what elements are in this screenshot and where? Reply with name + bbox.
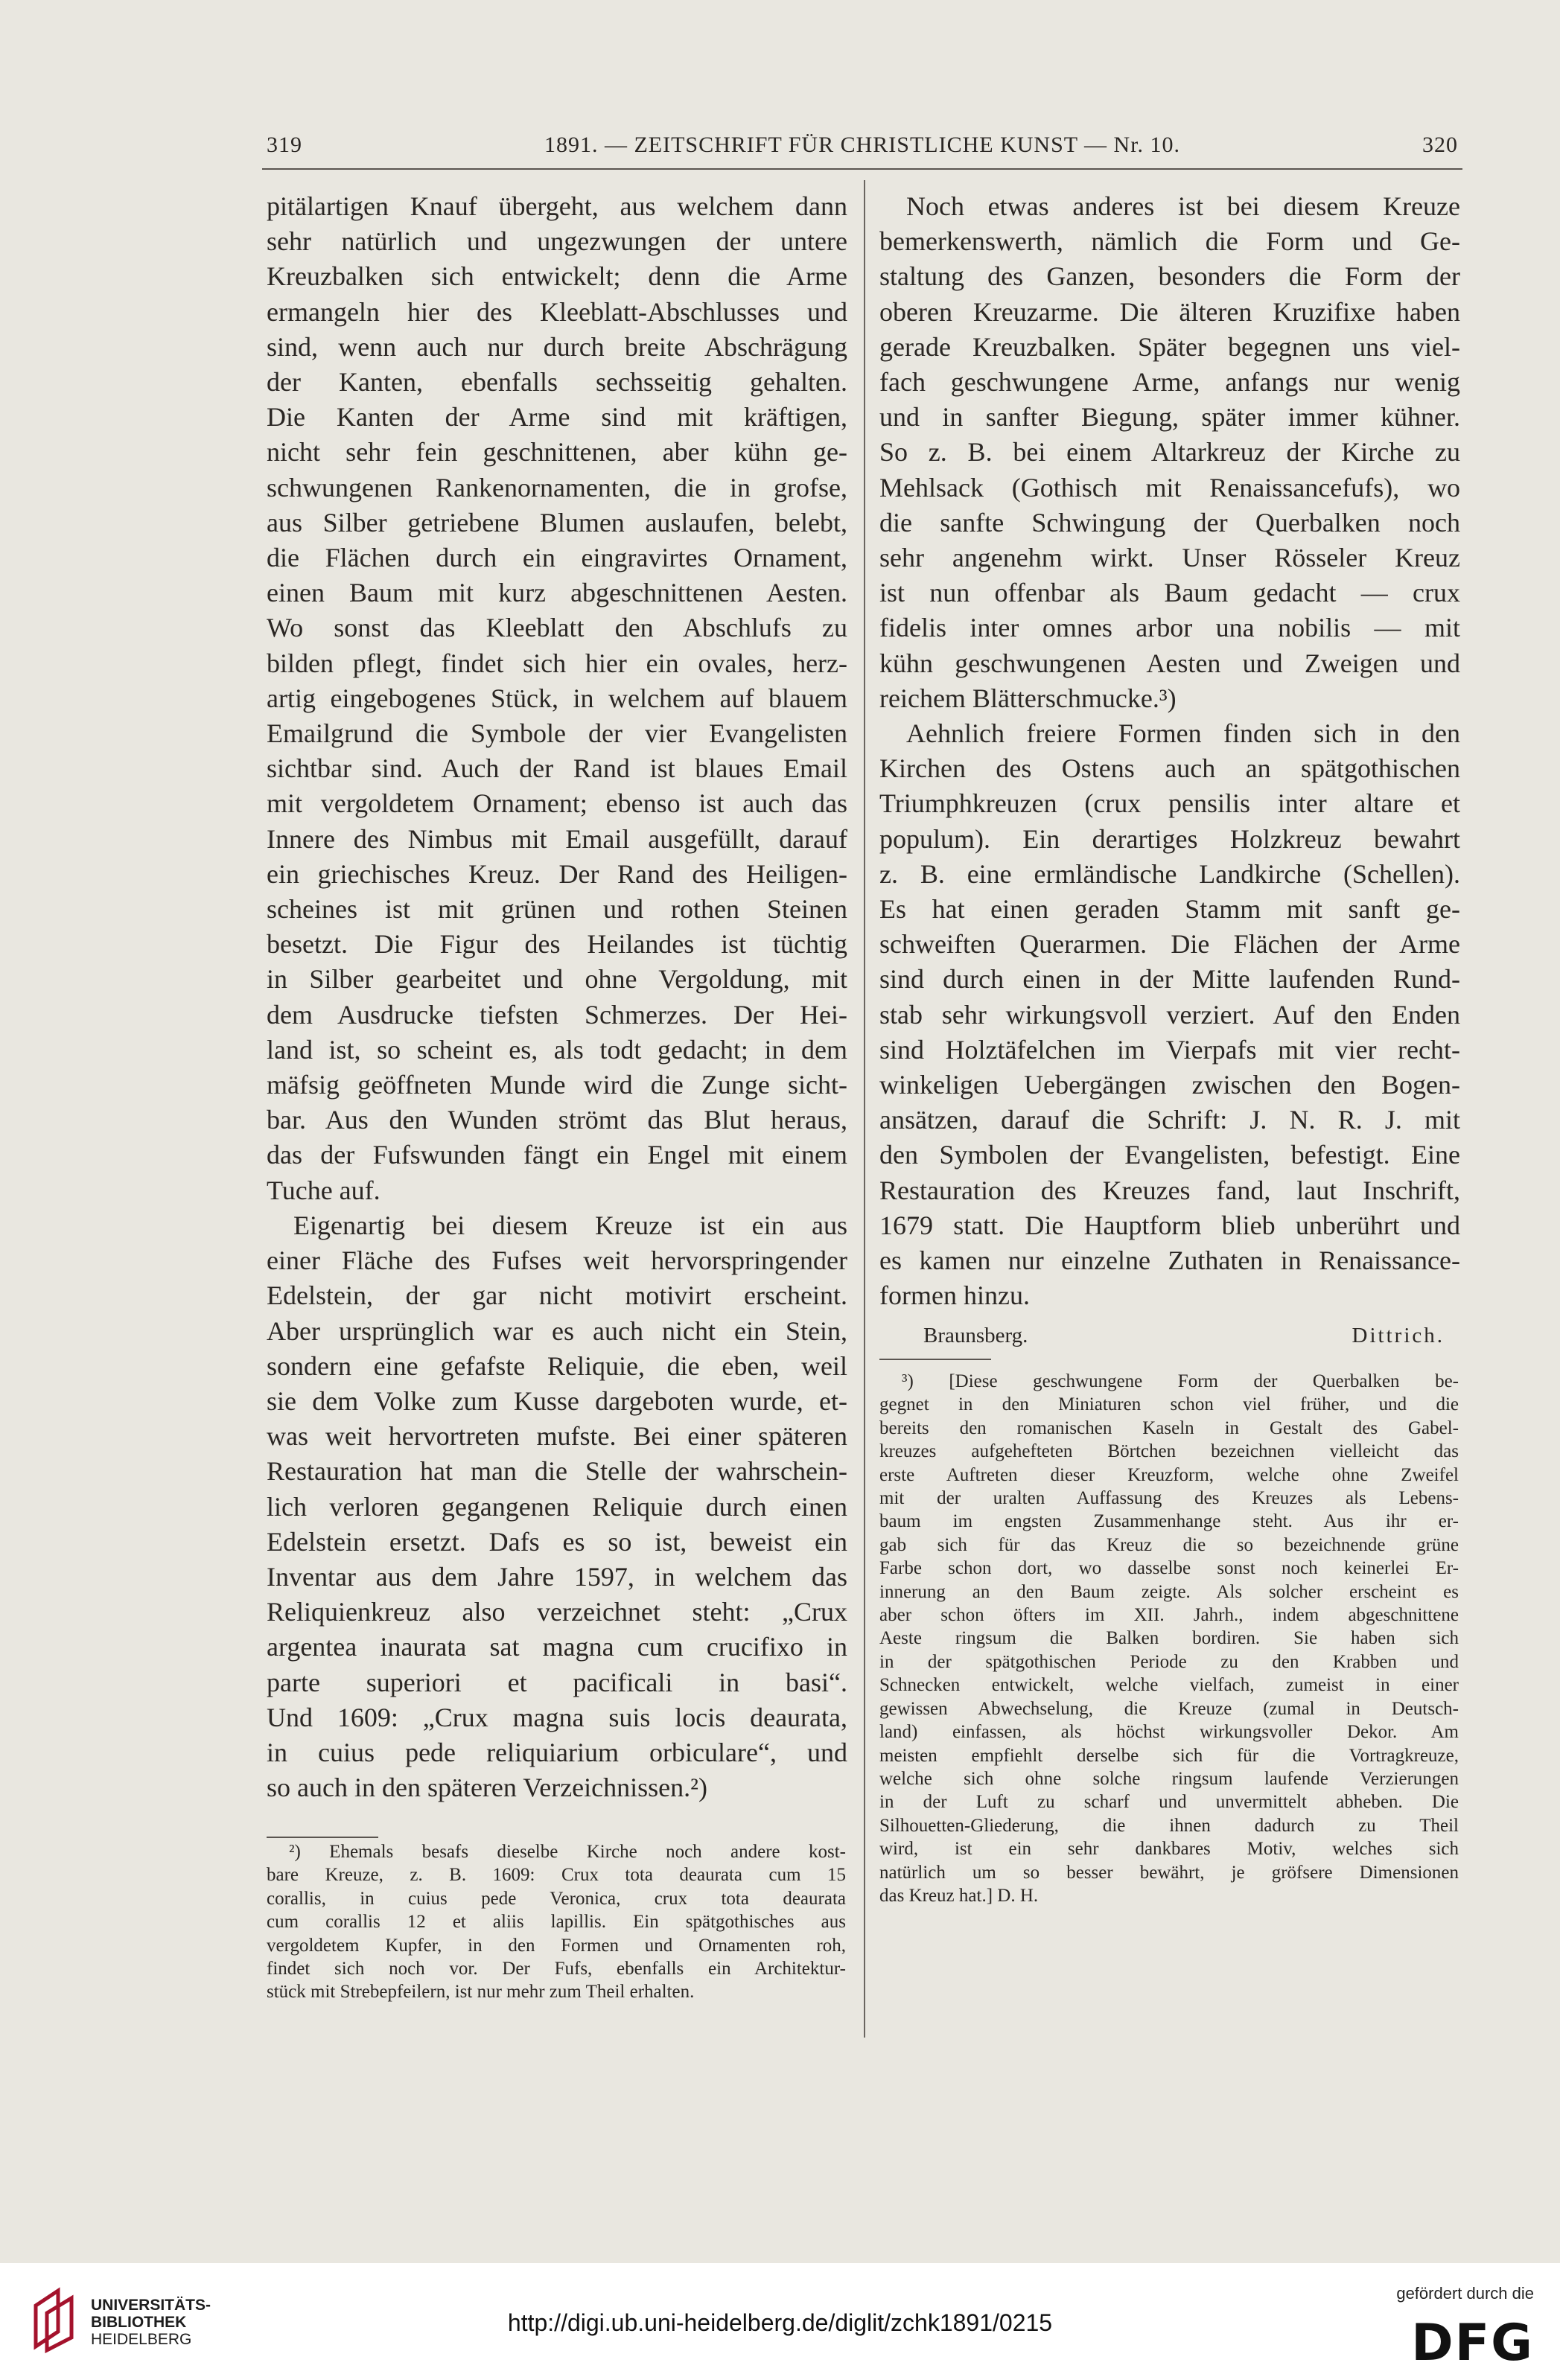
library-name-line-3: HEIDELBERG: [91, 2331, 192, 2348]
text-line: stück mit Strebepfeilern, ist nur mehr zum Theil erhalten.: [267, 1982, 695, 2003]
text-line: ansätzen, darauf die Schrift: J. N. R. J. mit: [879, 1105, 1460, 1135]
text-line: Schnecken entwickelt, welche vielfach, zumeist in einer: [879, 1675, 1459, 1696]
text-line: in Silber gearbeitet und ohne Vergoldung, mit: [267, 964, 847, 995]
footnote-rule-left: [267, 1837, 378, 1838]
text-line: Reliquienkreuz also verzeichnet steht: „Crux: [267, 1597, 847, 1627]
text-line: sondern eine gefafste Reliquie, die eben, weil: [267, 1350, 847, 1381]
text-line: sehr natürlich und ungezwungen der untere: [267, 226, 847, 257]
text-line: innerung an den Baum zeigte. Als solcher erscheint es: [879, 1581, 1459, 1602]
text-line: gab sich für das Kreuz die so bezeichnende grüne: [879, 1534, 1459, 1555]
text-line: Es hat einen geraden Stamm mit sanft ge-: [879, 894, 1460, 925]
text-line: was weit hervortreten mufste. Bei einer späteren: [267, 1421, 847, 1452]
text-line: den Symbolen der Evangelisten, befestigt. Eine: [879, 1140, 1460, 1170]
funding-note: gefördert durch die: [1396, 2284, 1534, 2303]
text-line: in der Luft zu scharf und unvermittelt abheben. Die: [879, 1792, 1459, 1813]
signature-place: Braunsberg.: [923, 1324, 1028, 1347]
signature-author: Dittrich.: [1352, 1324, 1445, 1347]
text-line: Silhouetten-Gliederung, die ihnen dadurch zu Theil: [879, 1815, 1459, 1836]
text-line: dem Ausdrucke tiefsten Schmerzes. Der Hei-: [267, 999, 847, 1030]
text-line: baum im engsten Zusammenhange steht. Aus ihr er-: [879, 1511, 1459, 1532]
permalink-url[interactable]: http://digi.ub.uni-heidelberg.de/diglit/zchk1891/0215: [507, 2309, 1053, 2336]
text-line: ermangeln hier des Kleeblatt-Abschlusses und: [267, 296, 847, 327]
text-line: parte superiori et pacificali in basi“.: [267, 1667, 847, 1697]
text-line: Eigenartig bei diesem Kreuze ist ein aus: [293, 1210, 847, 1240]
right-column: [879, 189, 1460, 1314]
text-line: land) einfassen, als höchst wirkungsvoller Dekor. Am: [879, 1722, 1459, 1743]
text-line: schwungenen Rankenornamenten, die in grofse,: [267, 472, 847, 503]
text-line: stab sehr wirkungsvoll verziert. Auf den Enden: [879, 999, 1460, 1030]
text-line: Kreuzbalken sich entwickelt; denn die Arme: [267, 261, 847, 292]
text-line: einen Baum mit kurz abgeschnittenen Aesten.: [267, 578, 847, 608]
text-line: bar. Aus den Wunden strömt das Blut heraus,: [267, 1105, 847, 1135]
page-number-right: 320: [1422, 133, 1458, 157]
text-line: populum). Ein derartiges Holzkreuz bewahrt: [879, 823, 1460, 854]
text-line: ist nun offenbar als Baum gedacht — crux: [879, 578, 1460, 608]
text-line: und in sanfter Biegung, später immer kühner.: [879, 402, 1460, 433]
text-line: staltung des Ganzen, besonders die Form der: [879, 261, 1460, 292]
page-number-left: 319: [267, 133, 302, 157]
footnote-rule-right: [879, 1359, 991, 1360]
text-line: es kamen nur einzelne Zuthaten in Renaissance-: [879, 1245, 1460, 1276]
text-line: Aehnlich freiere Formen finden sich in den: [906, 718, 1460, 749]
text-line: schweiften Querarmen. Die Flächen der Arme: [879, 929, 1460, 960]
text-line: sind durch einen in der Mitte laufenden Rund-: [879, 964, 1460, 995]
text-line: ²) Ehemals besafs dieselbe Kirche noch andere kost-: [289, 1842, 846, 1862]
text-line: bereits den romanischen Kaseln in Gestalt des Gabel-: [879, 1417, 1459, 1438]
text-line: bilden pflegt, findet sich hier ein ovales, herz-: [267, 648, 847, 678]
text-line: ein griechisches Kreuz. Der Rand des Heiligen-: [267, 858, 847, 889]
text-line: wird, ist ein sehr dankbares Motiv, welches sich: [879, 1839, 1459, 1860]
text-line: kreuzes aufgehefteten Börtchen bezeichnen vielleicht das: [879, 1441, 1459, 1462]
text-line: So z. B. bei einem Altarkreuz der Kirche zu: [879, 437, 1460, 468]
text-line: Innere des Nimbus mit Email ausgefüllt, darauf: [267, 823, 847, 854]
text-line: besetzt. Die Figur des Heilandes ist tüchtig: [267, 929, 847, 960]
dfg-logo: DFG: [1411, 2314, 1534, 2373]
text-line: sie dem Volke zum Kusse dargeboten wurde, et-: [267, 1385, 847, 1416]
text-line: Inventar aus dem Jahre 1597, in welchem das: [267, 1561, 847, 1592]
text-line: die Flächen durch ein eingravirtes Ornament,: [267, 543, 847, 573]
text-line: so auch in den späteren Verzeichnissen.²): [267, 1773, 707, 1803]
running-header: [267, 133, 1458, 170]
journal-title: 1891. — ZEITSCHRIFT FÜR CHRISTLICHE KUNST — Nr. 10.: [544, 133, 1181, 157]
text-line: winkeligen Uebergängen zwischen den Bogen-: [879, 1070, 1460, 1100]
text-line: aus Silber getriebene Blumen auslaufen, belebt,: [267, 507, 847, 537]
text-line: welche sich ohne solche ringsum laufende Verzierungen: [879, 1768, 1459, 1789]
text-line: der Kanten, ebenfalls sechsseitig gehalten.: [267, 367, 847, 398]
text-line: cum corallis 12 et aliis lapillis. Ein spätgothisches aus: [267, 1912, 846, 1933]
text-line: oberen Kreuzarme. Die älteren Kruzifixe haben: [879, 296, 1460, 327]
text-line: gerade Kreuzbalken. Später begegnen uns viel-: [879, 331, 1460, 362]
text-line: findet sich noch vor. Der Fufs, ebenfalls ein Architektur-: [267, 1959, 846, 1979]
text-line: Emailgrund die Symbole der vier Evangelisten: [267, 718, 847, 749]
text-line: Triumphkreuzen (crux pensilis inter altare et: [879, 788, 1460, 819]
text-line: Wo sonst das Kleeblatt den Abschlufs zu: [267, 613, 847, 643]
text-line: sichtbar sind. Auch der Rand ist blaues Email: [267, 753, 847, 784]
text-line: land ist, so scheint es, als todt gedacht; in dem: [267, 1034, 847, 1065]
text-line: sind Holztäfelchen im Vierpafs mit vier recht-: [879, 1034, 1460, 1065]
text-line: Restauration des Kreuzes fand, laut Inschrift,: [879, 1175, 1460, 1205]
text-line: mit vergoldetem Ornament; ebenso ist auch das: [267, 788, 847, 819]
text-line: in cuius pede reliquiarium orbiculare“, und: [267, 1737, 847, 1767]
text-line: mit der uralten Auffassung des Kreuzes als Lebens-: [879, 1488, 1459, 1509]
text-line: Mehlsack (Gothisch mit Renaissancefufs), wo: [879, 472, 1460, 503]
text-line: gewissen Abwechselung, die Kreuze (zumal in Deutsch-: [879, 1698, 1459, 1719]
text-line: erste Auftreten dieser Kreuzform, welche ohne Zweifel: [879, 1464, 1459, 1485]
text-line: z. B. eine ermländische Landkirche (Schellen).: [879, 858, 1460, 889]
header-rule: [262, 168, 1462, 170]
column-divider: [864, 180, 865, 2038]
text-line: Und 1609: „Crux magna suis locis deaurata,: [267, 1702, 847, 1732]
text-line: gegnet in den Miniaturen schon viel früher, und die: [879, 1394, 1459, 1415]
text-line: Die Kanten der Arme sind mit kräftigen,: [267, 402, 847, 433]
text-line: bemerkenswerth, nämlich die Form und Ge-: [879, 226, 1460, 257]
text-line: Restauration hat man die Stelle der wahrschein-: [267, 1456, 847, 1487]
text-line: das der Fufswunden fängt ein Engel mit einem: [267, 1140, 847, 1170]
text-line: artig eingebogenes Stück, in welchem auf blauem: [267, 683, 847, 713]
text-line: reichem Blätterschmucke.³): [879, 683, 1177, 713]
text-line: nicht sehr fein geschnittenen, aber kühn ge-: [267, 437, 847, 468]
left-column: [267, 189, 847, 1805]
footnote-right: [879, 1370, 1459, 1907]
text-line: meisten empfiehlt derselbe sich für die Vortragkreuze,: [879, 1745, 1459, 1766]
text-line: Aber ursprünglich war es auch nicht ein Stein,: [267, 1315, 847, 1346]
text-line: Edelstein, der gar nicht motivirt erscheint.: [267, 1280, 847, 1311]
text-line: Edelstein ersetzt. Dafs es so ist, beweist ein: [267, 1526, 847, 1557]
text-line: Aeste ringsum die Balken bordiren. Sie haben sich: [879, 1628, 1459, 1649]
text-line: argentea inaurata sat magna cum crucifixo in: [267, 1632, 847, 1662]
text-line: corallis, in cuius pede Veronica, crux tota deaurata: [267, 1888, 846, 1909]
text-line: kühn geschwungenen Aesten und Zweigen und: [879, 648, 1460, 678]
digitization-footer: [0, 2263, 1560, 2380]
text-line: die sanfte Schwingung der Querbalken noch: [879, 507, 1460, 537]
text-line: Noch etwas anderes ist bei diesem Kreuze: [906, 191, 1460, 221]
text-line: vergoldetem Kupfer, in den Formen und Ornamenten roh,: [267, 1935, 846, 1956]
text-line: scheines ist mit grünen und rothen Steinen: [267, 894, 847, 925]
library-name-line-2: BIBLIOTHEK: [91, 2314, 187, 2331]
text-line: ³) [Diese geschwungene Form der Querbalken be-: [902, 1371, 1459, 1391]
text-line: mäfsig geöffneten Munde wird die Zunge sicht-: [267, 1070, 847, 1100]
text-line: Farbe schon dort, wo dasselbe sonst noch keinerlei Er-: [879, 1558, 1459, 1579]
library-name-line-1: UNIVERSITÄTS-: [91, 2297, 211, 2314]
text-line: natürlich um so besser bewährt, je gröfsere Dimensionen: [879, 1862, 1459, 1883]
text-line: in der spätgothischen Periode zu den Krabben und: [879, 1651, 1459, 1672]
text-line: Tuche auf.: [267, 1175, 381, 1205]
text-line: aber schon öfters im XII. Jahrh., indem abgeschnittene: [879, 1605, 1459, 1626]
text-line: fach geschwungene Arme, anfangs nur wenig: [879, 367, 1460, 398]
text-line: pitälartigen Knauf übergeht, aus welchem dann: [267, 191, 847, 221]
text-line: 1679 statt. Die Hauptform blieb unberührt und: [879, 1210, 1460, 1240]
text-line: Kirchen des Ostens auch an spätgothischen: [879, 753, 1460, 784]
footnote-left: [267, 1840, 846, 2004]
text-line: formen hinzu.: [879, 1280, 1030, 1311]
text-line: das Kreuz hat.] D. H.: [879, 1885, 1039, 1906]
text-line: bare Kreuze, z. B. 1609: Crux tota deaurata cum 15: [267, 1865, 846, 1886]
text-line: fidelis inter omnes arbor una nobilis — mit: [879, 613, 1460, 643]
text-line: einer Fläche des Fufses weit hervorspringender: [267, 1245, 847, 1276]
text-line: sind, wenn auch nur durch breite Abschrägung: [267, 331, 847, 362]
text-line: lich verloren gegangenen Reliquie durch einen: [267, 1491, 847, 1522]
text-line: sehr angenehm wirkt. Unser Rösseler Kreuz: [879, 543, 1460, 573]
